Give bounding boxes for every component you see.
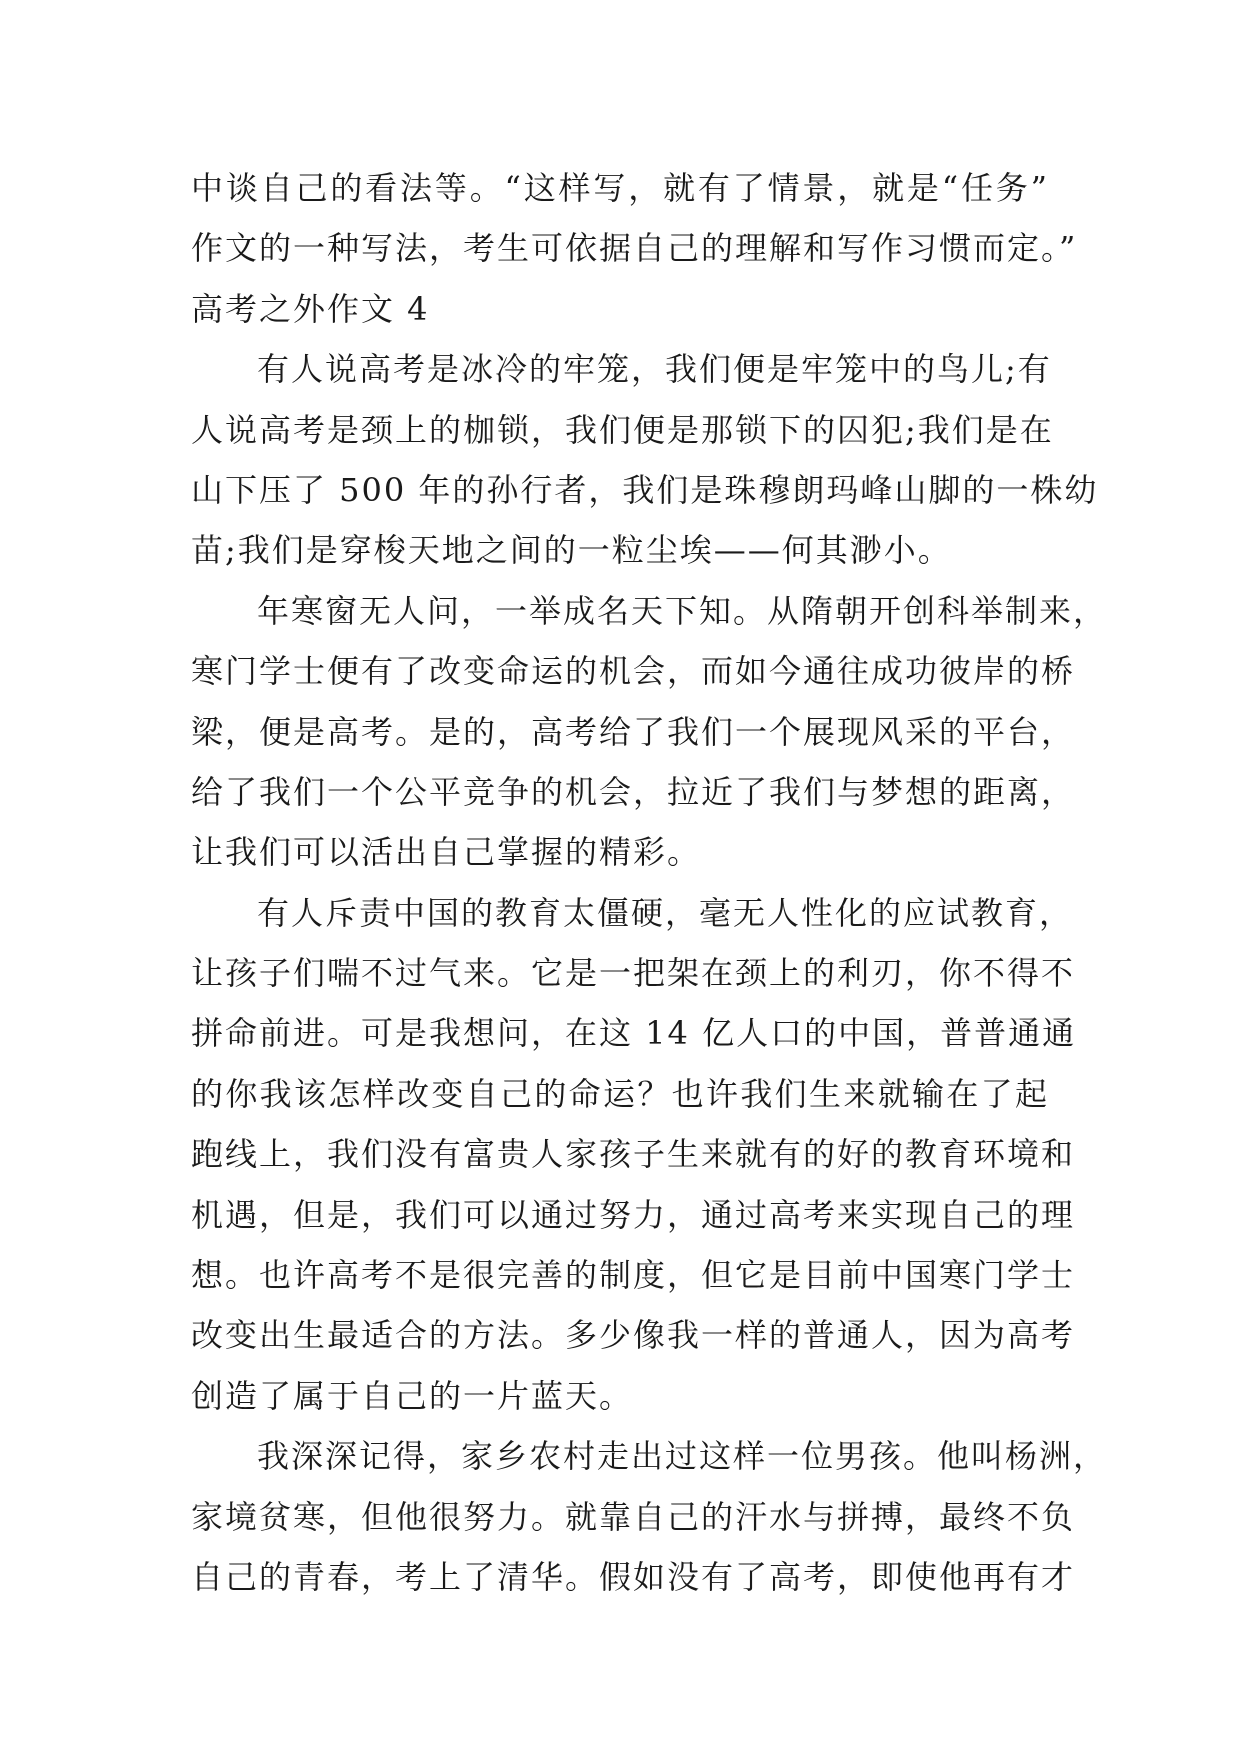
text-line: 中谈自己的看法等。“这样写，就有了情景，就是“任务” <box>191 169 1049 207</box>
text-line: 有人斥责中国的教育太僵硬，毫无人性化的应试教育， <box>257 893 1074 932</box>
text-line: 想。也许高考不是很完善的制度，但它是目前中国寒门学士 <box>191 1256 1076 1295</box>
text-line: 自己的青春，考上了清华。假如没有了高考，即使他再有才 <box>191 1557 1076 1596</box>
text-line: 山下压了 500 年的孙行者，我们是珠穆朗玛峰山脚的一株幼 <box>191 470 1099 509</box>
document-page <box>191 158 1108 1607</box>
paragraph <box>191 883 1077 1427</box>
essay-heading: 高考之外作文 4 <box>191 289 430 328</box>
text-line: 家境贫寒，但他很努力。就靠自己的汗水与拼搏，最终不负 <box>191 1497 1076 1536</box>
text-line: 作文的一种写法，考生可依据自己的理解和写作习惯而定。” <box>191 229 1078 268</box>
text-line: 让我们可以活出自己掌握的精彩。 <box>191 833 702 872</box>
text-line: 跑线上，我们没有富贵人家孩子生来就有的好的教育环境和 <box>191 1135 1076 1174</box>
text-line: 改变出生最适合的方法。多少像我一样的普通人，因为高考 <box>191 1316 1076 1355</box>
text-line: 苗;我们是穿梭天地之间的一粒尘埃——何其渺小。 <box>191 531 952 570</box>
paragraph <box>191 1426 1108 1607</box>
text-line: 给了我们一个公平竞争的机会，拉近了我们与梦想的距离， <box>191 772 1076 811</box>
text-line: 我深深记得，家乡农村走出过这样一位男孩。他叫杨洲， <box>257 1437 1108 1476</box>
text-line: 的你我该怎样改变自己的命运？也许我们生来就输在了起 <box>191 1074 1049 1113</box>
text-line: 人说高考是颈上的枷锁，我们便是那锁下的囚犯;我们是在 <box>191 410 1054 449</box>
text-line: 梁，便是高考。是的，高考给了我们一个展现风采的平台， <box>191 712 1076 751</box>
text-line: 拼命前进。可是我想问，在这 14 亿人口的中国，普普通通 <box>191 1014 1077 1053</box>
text-line: 有人说高考是冰冷的牢笼，我们便是牢笼中的鸟儿;有 <box>257 350 1052 389</box>
paragraph <box>191 581 1108 883</box>
text-line: 机遇，但是，我们可以通过努力，通过高考来实现自己的理 <box>191 1195 1076 1234</box>
text-line: 年寒窗无人问，一举成名天下知。从隋朝开创科举制来， <box>257 591 1108 630</box>
text-line: 让孩子们喘不过气来。它是一把架在颈上的利刃，你不得不 <box>191 954 1076 993</box>
text-line: 寒门学士便有了改变命运的机会，而如今通往成功彼岸的桥 <box>191 652 1076 691</box>
text-line: 创造了属于自己的一片蓝天。 <box>191 1376 634 1415</box>
paragraph <box>191 339 1099 581</box>
